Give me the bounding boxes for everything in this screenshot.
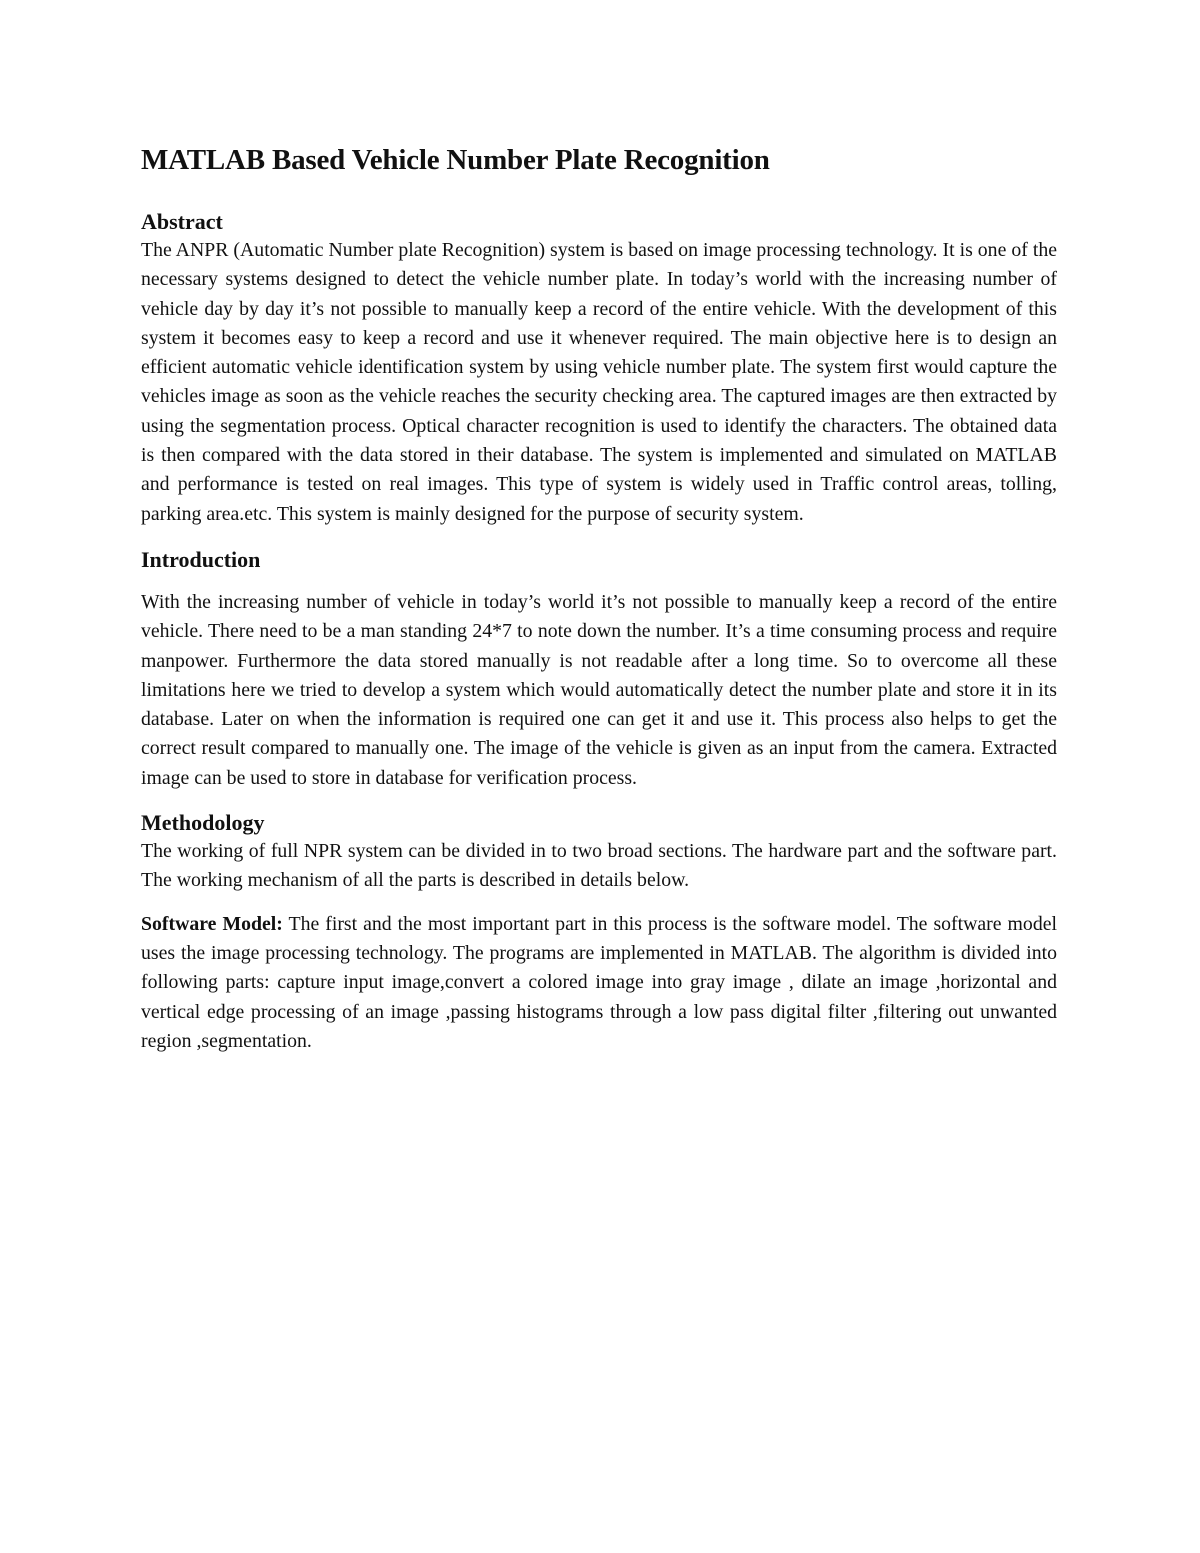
methodology-paragraph: The working of full NPR system can be divided in to two broad sections. The hardware part and the software part. The working mechanism of all the parts is described in details below. — [141, 840, 1057, 892]
introduction-paragraph: With the increasing number of vehicle in today’s world it’s not possible to manually keep a record of the entire vehicle. There need to be a man standing 24*7 to note down the number. It’s a time consuming process and require manpower. Furthermore the data stored manually is not readable after a long time. So to overcome all these limitations here we tried to develop a system which would automatically detect the number plate and store it in its database. Later on when the information is required one can get it and use it. This process also helps to get the correct result compared to manually one. The image of the vehicle is given as an input from the camera. Extracted image can be used to store in database for verification process. — [141, 590, 1057, 789]
document-title: MATLAB Based Vehicle Number Plate Recognition — [141, 144, 770, 176]
abstract-paragraph: The ANPR (Automatic Number plate Recognition) system is based on image processing technology. It is one of the necessary systems designed to detect the vehicle number plate. In today’s world with the increasing number of vehicle day by day it’s not possible to manually keep a record of the entire vehicle. With the development of this system it becomes easy to keep a record and use it whenever required. The main objective here is to design an efficient automatic vehicle identification system by using vehicle number plate. The system first would capture the vehicles image as soon as the vehicle reaches the security checking area. The captured images are then extracted by using the segmentation process. Optical character recognition is used to identify the characters. The obtained data is then compared with the data stored in their database. The system is implemented and simulated on MATLAB and performance is tested on real images. This type of system is widely used in Traffic control areas, tolling, parking area.etc. This system is mainly designed for the purpose of security system. — [141, 239, 1057, 525]
software-model-text: The first and the most important part in this process is the software model. The software model uses the image processing technology. The programs are implemented in MATLAB. The algorithm is divided into following parts: capture input image,convert a colored image into gray image , dilate an image ,horizontal and vertical edge processing of an image ,passing histograms through a low pass digital filter ,filtering out unwanted region ,segmentation. — [141, 912, 1057, 1052]
introduction-section — [141, 546, 1057, 793]
abstract-section — [141, 208, 1057, 529]
software-model-paragraph — [141, 910, 1057, 1056]
abstract-heading: Abstract — [141, 209, 223, 234]
introduction-heading: Introduction — [141, 546, 261, 572]
software-model-label: Software Model: — [141, 912, 283, 935]
methodology-section — [141, 809, 1057, 1056]
document-page — [141, 142, 1057, 1056]
methodology-heading: Methodology — [141, 810, 265, 836]
